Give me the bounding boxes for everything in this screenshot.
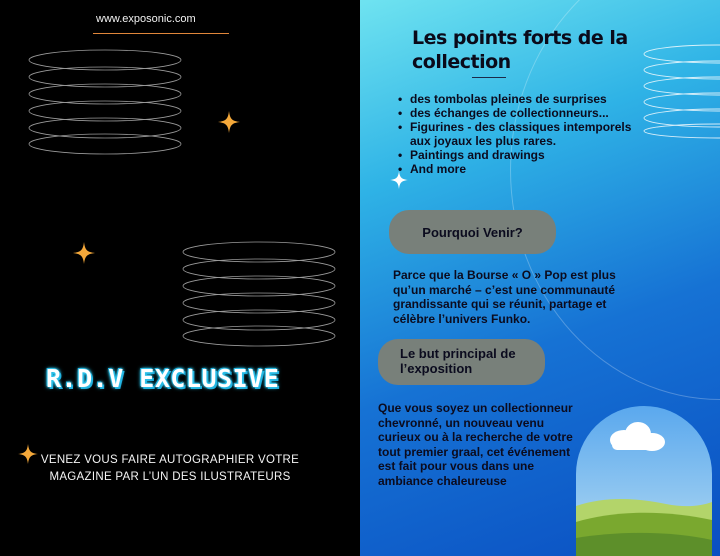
ring-stack-decoration bbox=[26, 48, 184, 156]
landscape-illustration bbox=[576, 406, 712, 556]
ring-stack-decoration bbox=[180, 240, 338, 348]
exhibition-goal-button[interactable]: Le but principal de l’exposition bbox=[378, 339, 545, 385]
exclusive-title: R.D.V EXCLUSIVE bbox=[46, 364, 280, 393]
list-item: • Figurines - des classiques intemporels aux joyaux les plus rares. bbox=[398, 120, 638, 148]
url-underline bbox=[93, 33, 229, 34]
sparkle-icon bbox=[390, 171, 408, 193]
why-come-button[interactable]: Pourquoi Venir? bbox=[389, 210, 556, 254]
list-item: • des échanges de collectionneurs... bbox=[398, 106, 638, 120]
list-item: • des tombolas pleines de surprises bbox=[398, 92, 638, 106]
exhibition-goal-text: Que vous soyez un collectionneur chevronné, un nouveau venu curieux ou à la recherche de votre tout premier graal, cet événement est fait pour vous dans une ambiance chaleureuse bbox=[378, 401, 573, 488]
autograph-line-2: MAGAZINE PAR L’UN DES ILUSTRATEURS bbox=[49, 471, 291, 483]
collection-title: Les points forts de la collection bbox=[412, 27, 628, 73]
website-url[interactable]: www.exposonic.com bbox=[96, 13, 196, 25]
why-come-text: Parce que la Bourse « O » Pop est plus qu’un marché – c’est une communauté grandissante qui se réunit, partage et célèbre l’univers Funko. bbox=[393, 268, 616, 326]
right-panel bbox=[360, 0, 720, 556]
highlights-list bbox=[398, 92, 638, 176]
sparkle-icon bbox=[73, 242, 95, 268]
autograph-invitation bbox=[30, 452, 310, 486]
list-item: • And more bbox=[398, 162, 638, 176]
sparkle-icon bbox=[218, 111, 240, 137]
title-underline bbox=[472, 77, 506, 78]
autograph-line-1: VENEZ VOUS FAIRE AUTOGRAPHIER VOTRE bbox=[40, 454, 300, 466]
list-item: • Paintings and drawings bbox=[398, 148, 638, 162]
